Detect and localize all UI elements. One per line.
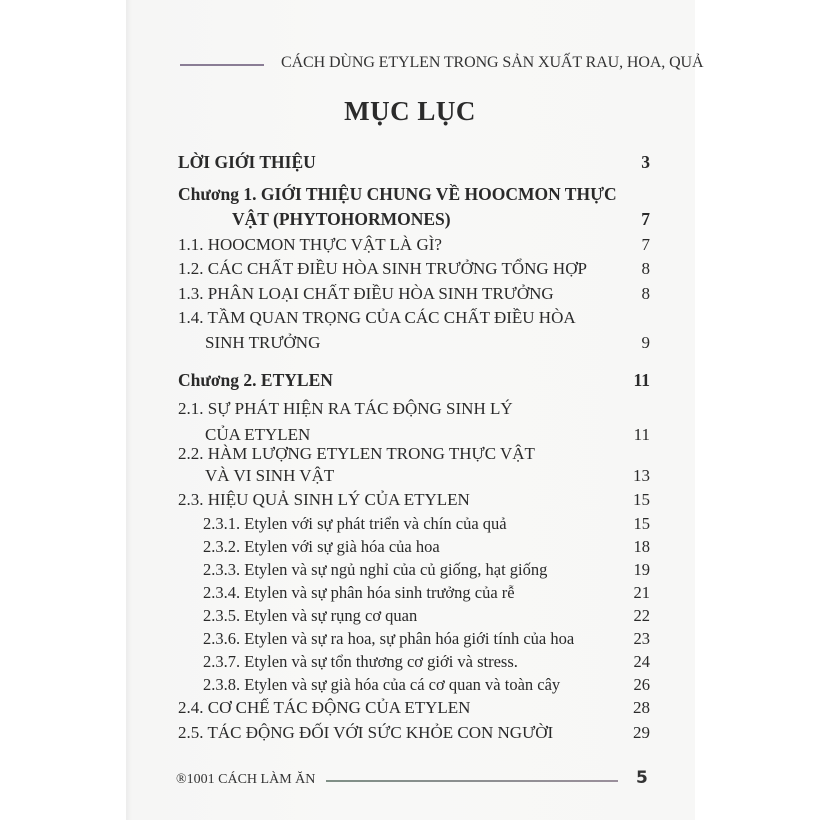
toc-page: 8 — [641, 284, 650, 303]
toc-page: 7 — [641, 235, 650, 254]
toc-page: 24 — [633, 652, 650, 671]
toc-label-cont: CỦA ETYLEN — [205, 425, 311, 444]
toc-page: 13 — [633, 466, 650, 485]
toc-page: 15 — [633, 490, 650, 509]
toc-page: 28 — [633, 698, 650, 717]
footer-publisher: ®1001 CÁCH LÀM ĂN — [176, 772, 316, 787]
running-title: CÁCH DÙNG ETYLEN TRONG SẢN XUẤT RAU, HOA, QUẢ — [281, 54, 704, 71]
footer-rule — [326, 780, 618, 782]
toc-label: 2.3.5. Etylen và sự rụng cơ quan — [203, 606, 418, 625]
toc-label: 2.2. HÀM LƯỢNG ETYLEN TRONG THỰC VẬT — [178, 444, 535, 463]
toc-label: 2.4. CƠ CHẾ TÁC ĐỘNG CỦA ETYLEN — [178, 698, 471, 717]
toc-page: 9 — [641, 333, 650, 352]
toc-label: 1.1. HOOCMON THỰC VẬT LÀ GÌ? — [178, 235, 442, 254]
toc-label: 2.5. TÁC ĐỘNG ĐỐI VỚI SỨC KHỎE CON NGƯỜI — [178, 723, 554, 742]
toc-label: 2.3.2. Etylen với sự già hóa của hoa — [203, 537, 440, 556]
toc-page: 7 — [641, 209, 650, 229]
page-title: MỤC LỤC — [344, 96, 476, 126]
toc-label: LỜI GIỚI THIỆU — [178, 152, 316, 172]
toc-label: 1.2. CÁC CHẤT ĐIỀU HÒA SINH TRƯỞNG TỔNG HỢP — [178, 259, 587, 278]
toc-label: Chương 1. GIỚI THIỆU CHUNG VỀ HOOCMON THỰC — [178, 184, 617, 204]
toc-page: 23 — [633, 629, 650, 648]
toc-label-cont: VẬT (PHYTOHORMONES) — [232, 209, 451, 229]
toc-page: 18 — [633, 537, 650, 556]
toc-label-cont: VÀ VI SINH VẬT — [205, 466, 335, 485]
toc-page: 21 — [633, 583, 650, 602]
toc-label: 2.3. HIỆU QUẢ SINH LÝ CỦA ETYLEN — [178, 490, 470, 509]
toc-page: 8 — [641, 259, 650, 278]
toc-label: 1.3. PHÂN LOẠI CHẤT ĐIỀU HÒA SINH TRƯỞNG — [178, 284, 554, 303]
toc-label-cont: SINH TRƯỞNG — [205, 333, 321, 352]
toc-page: 3 — [641, 152, 650, 172]
toc-label: 2.3.6. Etylen và sự ra hoa, sự phân hóa giới tính của hoa — [203, 629, 575, 648]
header-rule — [180, 64, 264, 66]
toc-label: 2.3.3. Etylen và sự ngủ nghỉ của củ giống, hạt giống — [203, 560, 548, 579]
toc-page: 29 — [633, 723, 650, 742]
toc-label: Chương 2. ETYLEN — [178, 370, 333, 390]
page-number: 5 — [636, 768, 648, 788]
toc-label: 2.1. SỰ PHÁT HIỆN RA TÁC ĐỘNG SINH LÝ — [178, 399, 513, 418]
toc-label: 2.3.7. Etylen và sự tổn thương cơ giới và stress. — [203, 652, 518, 671]
toc-label: 2.3.1. Etylen với sự phát triển và chín của quả — [203, 514, 507, 533]
toc-page: 19 — [633, 560, 650, 579]
toc-label: 1.4. TẦM QUAN TRỌNG CỦA CÁC CHẤT ĐIỀU HÒA — [178, 308, 576, 327]
toc-page: 11 — [633, 370, 650, 390]
toc-page: 26 — [633, 675, 650, 694]
toc-page: 22 — [633, 606, 650, 625]
toc-page: 15 — [633, 514, 650, 533]
toc-label: 2.3.8. Etylen và sự già hóa của cá cơ quan và toàn cây — [203, 675, 561, 694]
toc-page: 11 — [633, 425, 650, 444]
toc-label: 2.3.4. Etylen và sự phân hóa sinh trưởng của rễ — [203, 583, 515, 602]
